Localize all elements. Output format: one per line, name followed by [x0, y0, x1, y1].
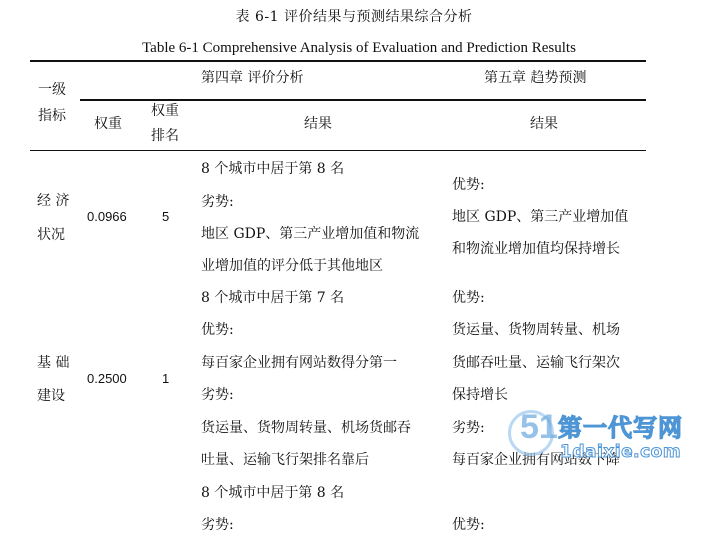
- row2-ch5-text-4: 保持增长: [452, 387, 508, 403]
- row2-ch5-text-5: 劣势:: [452, 420, 485, 436]
- row1-ch4-text-4: 业增加值的评分低于其他地区: [201, 258, 383, 274]
- row2-ch5-text-1: 优势:: [452, 290, 485, 306]
- row1-ch4-text-1: 8 个城市中居于第 8 名: [201, 161, 345, 177]
- row1-ch5-text-3: 和物流业增加值均保持增长: [452, 241, 620, 257]
- row1-indicator-line1: 经 济: [37, 193, 70, 209]
- row2-ch5-text-6: 每百家企业拥有网站数下降: [452, 452, 620, 468]
- header-chapter4: 第四章 评价分析: [201, 70, 304, 86]
- row2-indicator-line2: 建设: [37, 388, 65, 404]
- row2-ch4-text-6: 吐量、运输飞行架排名靠后: [201, 452, 369, 468]
- header-weight-rank-line1: 权重: [151, 103, 179, 119]
- watermark-domain: 1daixie.com: [560, 442, 682, 462]
- row3-ch5-text-1: 优势:: [452, 517, 485, 533]
- row2-ch4-text-5: 货运量、货物周转量、机场货邮吞: [201, 420, 411, 436]
- header-chapter5: 第五章 趋势预测: [484, 70, 587, 86]
- row1-ch4-text-3: 地区 GDP、第三产业增加值和物流: [201, 226, 420, 242]
- row3-ch4-text-1: 8 个城市中居于第 8 名: [201, 485, 345, 501]
- row2-ch4-text-4: 劣势:: [201, 387, 234, 403]
- row2-ch5-text-3: 货邮吞吐量、运输飞行架次: [452, 355, 620, 371]
- header-result-ch5: 结果: [530, 116, 558, 132]
- header-mid-rule: [80, 99, 646, 101]
- table-top-rule: [30, 60, 646, 62]
- table-caption-cn: 表 6-1 评价结果与预测结果综合分析: [235, 9, 473, 25]
- row1-indicator-line2: 状况: [37, 227, 65, 243]
- header-level1-indicator-line2: 指标: [38, 108, 66, 124]
- row3-ch4-text-2: 劣势:: [201, 517, 234, 533]
- row2-ch4-text-3: 每百家企业拥有网站数得分第一: [201, 355, 397, 371]
- header-bottom-rule: [30, 150, 646, 151]
- row2-ch4-text-1: 8 个城市中居于第 7 名: [201, 290, 345, 306]
- row2-ch5-text-2: 货运量、货物周转量、机场: [452, 322, 620, 338]
- row2-weight: 0.2500: [87, 371, 127, 386]
- row2-indicator-line1: 基 础: [37, 355, 70, 371]
- row1-rank: 5: [162, 209, 170, 224]
- header-level1-indicator-line1: 一级: [38, 82, 66, 98]
- watermark-title: 第一代写网: [558, 414, 683, 442]
- row2-ch4-text-2: 优势:: [201, 322, 234, 338]
- row1-ch4-text-2: 劣势:: [201, 194, 234, 210]
- header-result-ch4: 结果: [304, 116, 332, 132]
- row2-rank: 1: [162, 371, 170, 386]
- watermark-logo-number: 51: [520, 408, 558, 446]
- row1-ch5-text-1: 优势:: [452, 177, 485, 193]
- header-weight: 权重: [94, 116, 122, 132]
- header-weight-rank-line2: 排名: [151, 128, 179, 144]
- table-caption-en: Table 6-1 Comprehensive Analysis of Evaluation and Prediction Results: [142, 40, 576, 56]
- row1-ch5-text-2: 地区 GDP、第三产业增加值: [452, 209, 629, 225]
- row1-weight: 0.0966: [87, 209, 127, 224]
